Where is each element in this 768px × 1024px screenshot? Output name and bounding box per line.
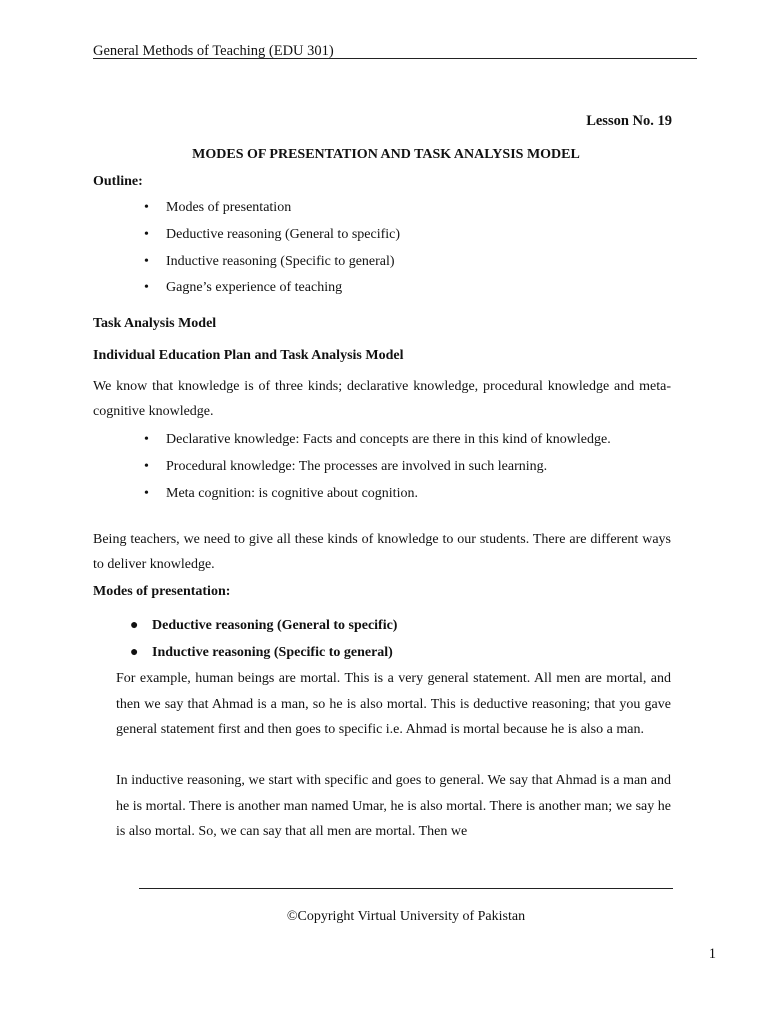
outline-heading: Outline:: [93, 174, 143, 189]
knowledge-item-text: Declarative knowledge: Facts and concepts are there in this kind of knowledge.: [166, 432, 611, 447]
lesson-title: MODES OF PRESENTATION AND TASK ANALYSIS MODEL: [192, 147, 580, 162]
inductive-example-paragraph: In inductive reasoning, we start with specific and goes to general. We say that Ahmad is a man and he is mortal. There is another man named Umar, he is also mortal. There is another man; we say he is also mortal. So, we can say that all men are mortal. Then we: [116, 773, 671, 839]
bullet-icon: •: [144, 227, 149, 242]
outline-item-text: Inductive reasoning (Specific to general): [166, 254, 395, 269]
outline-item: [144, 200, 292, 216]
outline-item: [144, 254, 395, 270]
section-heading-education-plan: Individual Education Plan and Task Analysis Model: [93, 348, 404, 363]
outline-item: [144, 280, 343, 296]
knowledge-intro-paragraph: We know that knowledge is of three kinds; declarative knowledge, procedural knowledge and meta-cognitive knowledge.: [93, 379, 671, 419]
knowledge-item-text: Procedural knowledge: The processes are involved in such learning.: [166, 459, 548, 474]
bullet-icon: •: [144, 459, 149, 474]
bullet-icon: •: [144, 200, 149, 215]
deductive-example-paragraph: For example, human beings are mortal. This is a very general statement. All men are mortal, and then we say that Ahmad is a man, so he is also mortal. This is deductive reasoning; that you gave general statement first and then goes to specific i.e. Ahmad is mortal because he is also a man.: [116, 671, 671, 737]
outline-item: [144, 227, 401, 243]
footer-divider: [139, 888, 673, 889]
section-heading-task-analysis: Task Analysis Model: [93, 316, 217, 331]
bullet-icon: •: [144, 280, 149, 295]
outline-item-text: Modes of presentation: [166, 200, 292, 215]
knowledge-item: [144, 486, 418, 502]
lesson-number: Lesson No. 19: [586, 113, 672, 129]
copyright-notice: ©Copyright Virtual University of Pakistan: [286, 909, 526, 924]
mode-item-text: Deductive reasoning (General to specific): [152, 618, 398, 633]
bullet-icon: ●: [130, 645, 139, 660]
mode-item: [130, 645, 393, 661]
knowledge-item: [144, 432, 611, 448]
bullet-icon: •: [144, 432, 149, 447]
modes-heading: Modes of presentation:: [93, 584, 231, 599]
knowledge-item-text: Meta cognition: is cognitive about cognition.: [166, 486, 418, 501]
bullet-icon: •: [144, 486, 149, 501]
outline-item-text: Deductive reasoning (General to specific): [166, 227, 401, 242]
mode-item-text: Inductive reasoning (Specific to general): [152, 645, 393, 660]
bullet-icon: ●: [130, 618, 139, 633]
teachers-paragraph: Being teachers, we need to give all these kinds of knowledge to our students. There are different ways to deliver knowledge.: [93, 532, 671, 572]
header-divider: [93, 58, 697, 59]
knowledge-item: [144, 459, 548, 475]
page-number: 1: [708, 946, 716, 962]
outline-item-text: Gagne’s experience of teaching: [166, 280, 343, 295]
mode-item: [130, 618, 398, 634]
bullet-icon: •: [144, 254, 149, 269]
running-header-title: General Methods of Teaching (EDU 301): [93, 43, 334, 59]
